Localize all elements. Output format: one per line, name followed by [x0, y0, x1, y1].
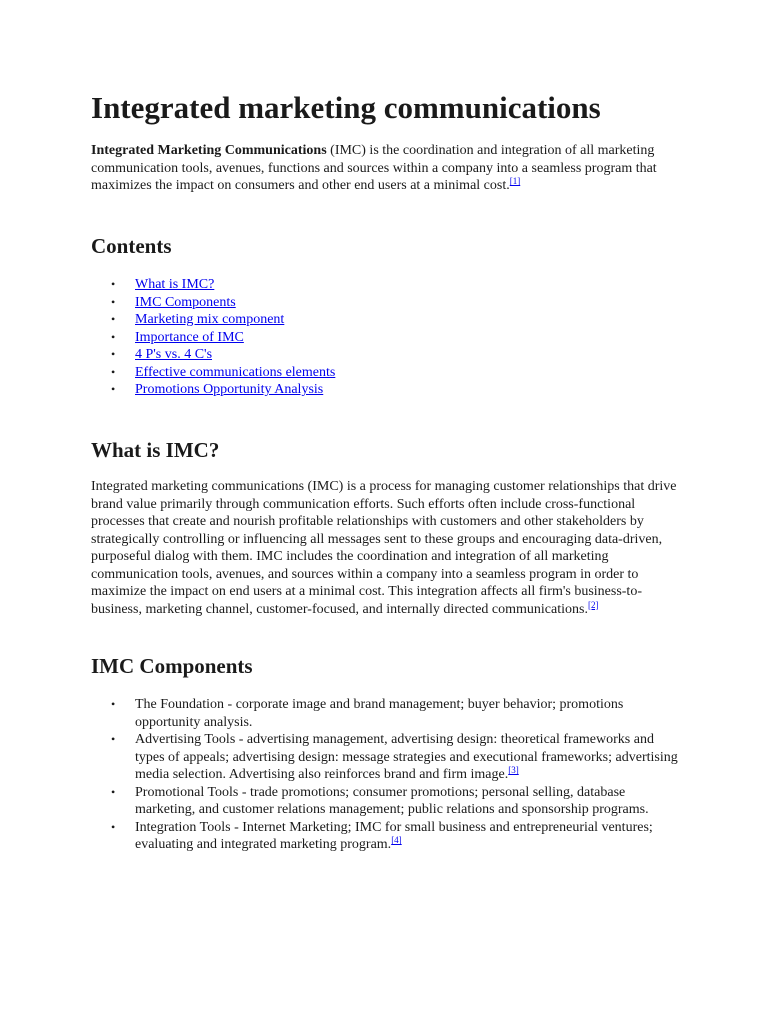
contents-link-importance[interactable]: Importance of IMC [135, 329, 244, 345]
contents-link-imc-components[interactable]: IMC Components [135, 294, 236, 310]
section-heading-what-is-imc: What is IMC? [91, 438, 220, 462]
contents-heading: Contents [91, 234, 172, 258]
bullet-icon: • [111, 277, 116, 291]
page-title: Integrated marketing communications [91, 90, 601, 125]
bullet-icon: • [111, 329, 116, 344]
contents-link-promotions-opportunity[interactable]: Promotions Opportunity Analysis [135, 382, 324, 397]
component-advertising-tools: Advertising Tools - advertising management, advertising design: theoretical frameworks and types of appeals; advertising design: message strategies and executional frameworks; advertising media selection. Advertising also reinforces brand and firm image. [135, 732, 678, 782]
list-item [91, 731, 681, 784]
component-integration-tools: Integration Tools - Internet Marketing; IMC for small business and entrepreneurial ventures; evaluating and integrated marketing program. [135, 819, 653, 852]
intro-bold-term: Integrated Marketing Communications [91, 143, 327, 158]
contents-list [91, 276, 681, 399]
what-is-imc-paragraph [91, 478, 681, 618]
contents-item [91, 276, 681, 294]
contents-item [91, 329, 681, 347]
list-item [91, 819, 681, 854]
section-heading-imc-components: IMC Components [91, 654, 253, 678]
component-advertising-ref[interactable] [508, 765, 519, 775]
bullet-icon: • [111, 697, 116, 711]
bullet-icon: • [111, 819, 116, 834]
contents-link-effective-communications[interactable]: Effective communications elements [135, 364, 336, 380]
component-promotional-tools: Promotional Tools - trade promotions; consumer promotions; personal selling, database marketing, and customer relations management; public relations and sponsorship programs. [135, 784, 649, 817]
contents-item [91, 294, 681, 312]
component-advertising-ref-link[interactable]: [3] [508, 765, 519, 775]
what-is-imc-text: Integrated marketing communications (IMC) is a process for managing customer relationships that drive brand value primarily through communication efforts. Such efforts often include cross-functional processes that create and nourish profitable relationships with customers and other stakeholders by strategically controlling or influencing all messages sent to these groups and encouraging data-driven, purposeful dialog with them. IMC includes the coordination and integration of all marketing communication tools, avenues, and sources within a company into a seamless program in order to maximize the impact on end users at a minimal cost. This integration affects all firm's business-to-business, marketing channel, customer-focused, and internally directed communications. [91, 479, 677, 617]
contents-item [91, 364, 681, 382]
bullet-icon: • [111, 312, 116, 326]
bullet-icon: • [111, 382, 116, 396]
component-foundation: The Foundation - corporate image and brand management; buyer behavior; promotions opportunity analysis. [135, 697, 624, 730]
what-is-imc-ref-link[interactable]: [2] [587, 599, 599, 610]
contents-link-4ps-4cs[interactable]: 4 P's vs. 4 C's [135, 347, 213, 362]
contents-item [91, 346, 681, 364]
contents-link-marketing-mix[interactable]: Marketing mix component [135, 312, 285, 327]
bullet-icon: • [111, 347, 116, 361]
contents-link-what-is-imc[interactable]: What is IMC? [135, 277, 215, 292]
list-item [91, 696, 681, 731]
component-integration-ref[interactable] [391, 835, 402, 845]
intro-paragraph [91, 142, 681, 195]
contents-item [91, 311, 681, 329]
bullet-icon: • [111, 294, 116, 309]
intro-ref[interactable] [510, 176, 521, 186]
component-integration-ref-link[interactable]: [4] [391, 835, 402, 845]
imc-components-list [91, 696, 681, 854]
what-is-imc-ref[interactable] [588, 600, 599, 610]
bullet-icon: • [111, 364, 116, 379]
contents-item [91, 381, 681, 399]
intro-text: (IMC) is the coordination and integration of all marketing communication tools, avenues, functions and sources within a company into a seamless program that maximizes the impact on consumers and other end users at a minimal cost. [91, 143, 657, 193]
intro-ref-link[interactable]: [1] [509, 176, 521, 186]
list-item [91, 784, 681, 819]
bullet-icon: • [111, 732, 116, 746]
bullet-icon: • [111, 784, 116, 799]
